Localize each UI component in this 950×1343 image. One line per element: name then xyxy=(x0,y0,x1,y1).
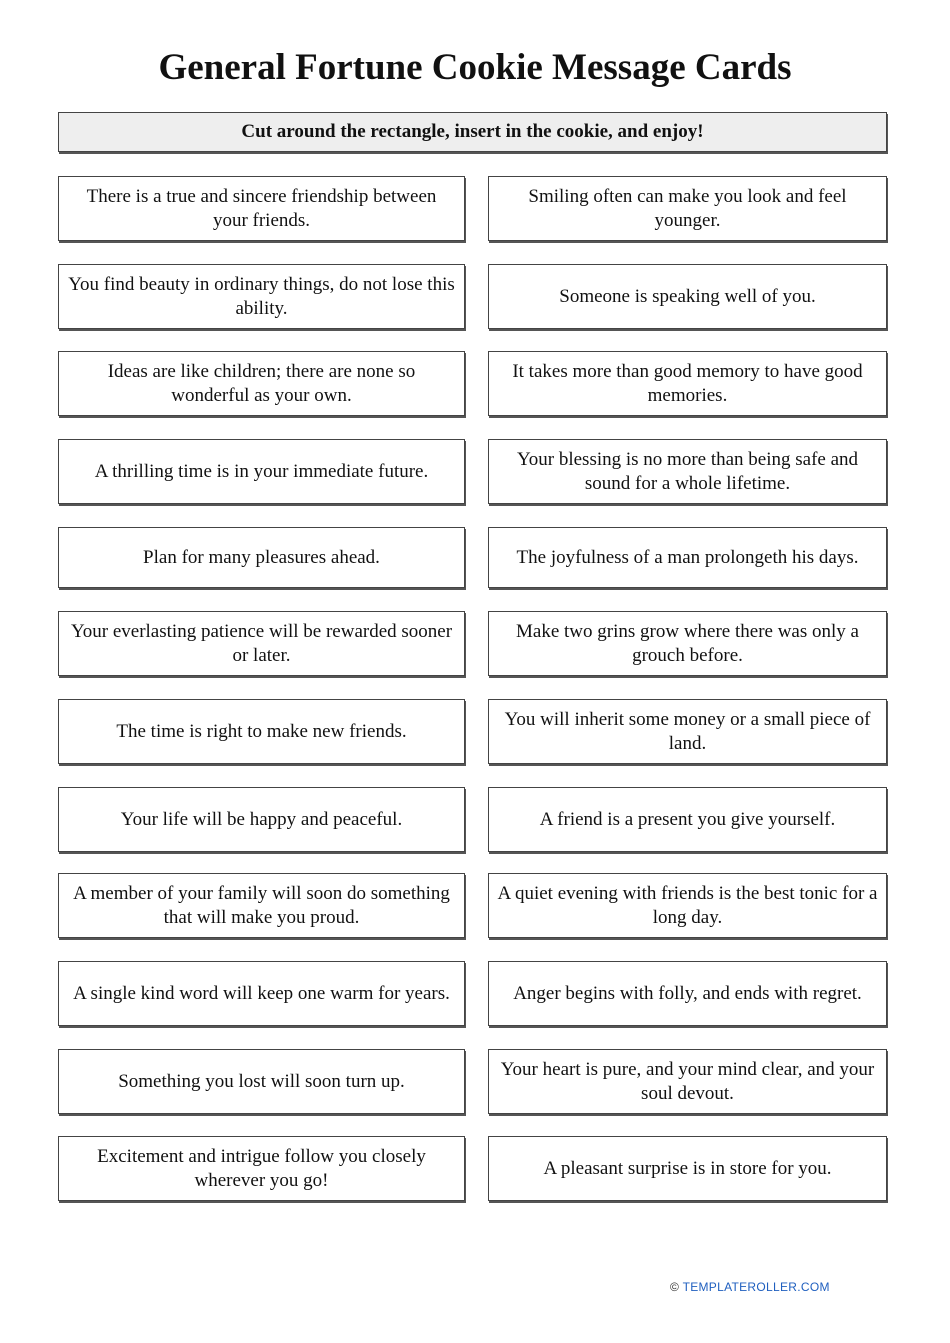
fortune-card-right-7: You will inherit some money or a small piece of land. xyxy=(488,699,887,764)
fortune-card-left-11: Something you lost will soon turn up. xyxy=(58,1049,465,1114)
footer-credit xyxy=(670,1280,830,1294)
fortune-card-left-5: Plan for many pleasures ahead. xyxy=(58,527,465,588)
fortune-card-right-8: A friend is a present you give yourself. xyxy=(488,787,887,852)
fortune-card-left-9: A member of your family will soon do something that will make you proud. xyxy=(58,873,465,938)
fortune-card-left-10: A single kind word will keep one warm for years. xyxy=(58,961,465,1026)
fortune-card-left-1: There is a true and sincere friendship between your friends. xyxy=(58,176,465,241)
fortune-card-left-8: Your life will be happy and peaceful. xyxy=(58,787,465,852)
fortune-card-left-4: A thrilling time is in your immediate future. xyxy=(58,439,465,504)
instruction-banner: Cut around the rectangle, insert in the cookie, and enjoy! xyxy=(58,112,887,152)
fortune-card-right-5: The joyfulness of a man prolongeth his days. xyxy=(488,527,887,588)
fortune-card-right-4: Your blessing is no more than being safe and sound for a whole lifetime. xyxy=(488,439,887,504)
fortune-card-right-11: Your heart is pure, and your mind clear, and your soul devout. xyxy=(488,1049,887,1114)
footer-site-link[interactable]: TEMPLATEROLLER.COM xyxy=(682,1280,830,1294)
fortune-card-right-1: Smiling often can make you look and feel younger. xyxy=(488,176,887,241)
fortune-card-right-9: A quiet evening with friends is the best tonic for a long day. xyxy=(488,873,887,938)
fortune-card-right-12: A pleasant surprise is in store for you. xyxy=(488,1136,887,1201)
page-title: General Fortune Cookie Message Cards xyxy=(158,47,792,88)
fortune-card-left-3: Ideas are like children; there are none so wonderful as your own. xyxy=(58,351,465,416)
fortune-card-left-2: You find beauty in ordinary things, do not lose this ability. xyxy=(58,264,465,329)
fortune-card-right-10: Anger begins with folly, and ends with regret. xyxy=(488,961,887,1026)
fortune-card-left-7: The time is right to make new friends. xyxy=(58,699,465,764)
fortune-card-right-6: Make two grins grow where there was only a grouch before. xyxy=(488,611,887,676)
fortune-card-right-2: Someone is speaking well of you. xyxy=(488,264,887,329)
fortune-card-left-6: Your everlasting patience will be rewarded sooner or later. xyxy=(58,611,465,676)
fortune-card-right-3: It takes more than good memory to have good memories. xyxy=(488,351,887,416)
fortune-card-left-12: Excitement and intrigue follow you closely wherever you go! xyxy=(58,1136,465,1201)
copyright-symbol: © xyxy=(670,1280,680,1294)
